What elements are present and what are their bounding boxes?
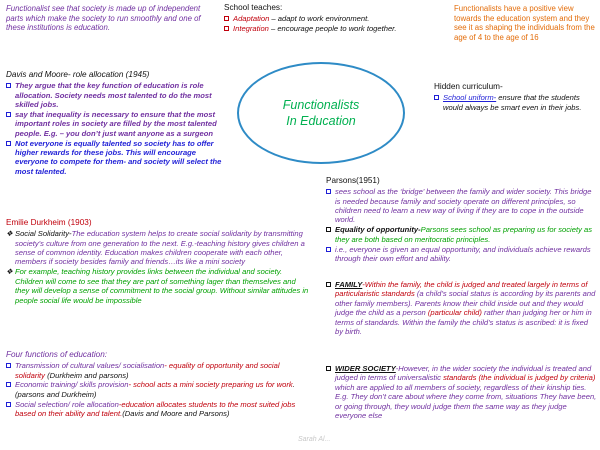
checkbox-bullet-icon (6, 382, 11, 387)
durkheim-block (6, 218, 310, 305)
checkbox-bullet-icon (326, 189, 331, 194)
definition: ensure that the students would always be smart even in their jobs. (443, 93, 582, 112)
list-item (434, 93, 596, 112)
checkbox-bullet-icon (6, 83, 11, 88)
star-bullet-icon: ❖ (6, 266, 13, 276)
central-title-line1: Functionalists (282, 97, 360, 112)
davis-moore-block (6, 70, 230, 177)
four-functions-block (6, 350, 310, 419)
term: Social Solidarity- (15, 229, 72, 239)
checkbox-bullet-icon (6, 141, 11, 146)
durkheim-heading: Emilie Durkheim (1903) (6, 218, 92, 227)
list-item (224, 24, 438, 33)
checkbox-bullet-icon (6, 402, 11, 407)
list-item: Social selection/ role allocation-education allocates students to the most suited jobs based on their ability and talent.(Davis and Moore and Parsons) (6, 400, 310, 419)
checkbox-bullet-icon (326, 282, 331, 287)
definition: The education system helps to create social solidarity by transmitting society’s culture from one generation to the next. E.g.-teaching history gives children a sense of common identity. Education makes children cooperate with each other, members if society besides family and friends…its like a mini society (15, 229, 305, 267)
list-item: ❖ For example, teaching history provides links between the individual and society. Children will come to see that they are part of something lager than themselves and they will develop a sense of commitment to the social group. Without similar attitudes in people social life would be impossible (6, 266, 309, 305)
list-item: They argue that the key function of education is role allocation. Society needs most talented to do the most skilled jobs. (6, 81, 230, 109)
school-teaches-block (224, 3, 438, 34)
checkbox-bullet-icon (6, 112, 11, 117)
checkbox-bullet-icon (326, 227, 331, 232)
school-teaches-heading: School teaches: (224, 3, 283, 12)
term: Integration (233, 24, 269, 34)
central-title-line2: In Education (286, 114, 356, 128)
star-bullet-icon: ❖ (6, 228, 13, 238)
four-functions-heading: Four functions of education: (6, 350, 108, 359)
list-item: WIDER SOCIETY-However, in the wider society the individual is treated and judged in terms of universalistic standards (the individual is judged by criteria) which are applied to all members of society, regardless of their kinship ties. E.g. They don’t care about where they come from, situations They have been, or going through, they would judge them the same way as they judge everyone else (326, 364, 598, 420)
checkbox-bullet-icon (434, 95, 439, 100)
list-item: say that inequality is necessary to ensure that the most important roles in society are filled by the most talented people. E.g. – you don’t just want anyone as a surgeon (6, 110, 230, 138)
definition: – adapt to work environment. (269, 14, 370, 24)
definition: Parsons sees school as preparing us for society as they are both based on meritocratic principles. (335, 225, 593, 244)
checkbox-bullet-icon (326, 247, 331, 252)
parsons-heading: Parsons(1951) (326, 176, 380, 185)
term: School uniform- (443, 93, 497, 103)
hidden-curriculum-heading: Hidden curriculum- (434, 82, 503, 91)
parsons-block (326, 176, 598, 264)
definition: – encourage people to work together. (268, 24, 397, 34)
list-item (326, 225, 598, 244)
list-item: Not everyone is equally talented so society has to offer higher rewards for these jobs. This will encourage everyone to compete for them- and society will select the most talented. (6, 139, 230, 177)
intro-text: Functionalist see that society is made up of independent parts which make the society to run smoothly and one of these institutions is education. (6, 4, 201, 33)
checkbox-bullet-icon (6, 363, 11, 368)
wider-society-block (326, 364, 598, 421)
term: WIDER SOCIETY (335, 364, 396, 373)
list-item (6, 229, 310, 267)
checkbox-bullet-icon (224, 26, 229, 31)
list-item: Economic training/ skills provision- school acts a mini society preparing us for work. (parsons and Durkheim) (6, 380, 310, 399)
term: Equality of opportunity- (335, 225, 421, 235)
term: FAMILY (335, 280, 363, 289)
list-item: FAMILY-Within the family, the child is judged and treated largely in terms of particularistic standards (a child’s social status is according by its parents and other family members). Parents know their child inside out and they would judge the child as a person (particular child) rather than judging her or him in terms of standards. Within the family the child’s status is ascribed: it is fixed by birth. (326, 280, 598, 336)
list-item: i.e., everyone is given an equal opportunity, and individuals achieve rewards through their own effort and ability. (326, 245, 598, 264)
positive-view-text: Functionalists have a positive view towards the education system and they see it as shaping the individuals from the age of 4 to the age of 16 (454, 4, 595, 42)
hidden-curriculum-block (434, 82, 596, 112)
davis-moore-heading: Davis and Moore- role allocation (1945) (6, 70, 150, 79)
watermark-text: Sarah Al... (298, 436, 331, 443)
checkbox-bullet-icon (326, 366, 331, 371)
central-topic-ellipse (237, 62, 405, 164)
list-item (224, 14, 438, 23)
checkbox-bullet-icon (224, 16, 229, 21)
list-item: Transmission of cultural values/ socialisation- equality of opportunity and social solidarity (Durkheim and parsons) (6, 361, 310, 380)
family-block (326, 280, 598, 337)
list-item: sees school as the ‘bridge’ between the family and wider society. This bridge is needed because family and society operate on different principles, so children need to learn a new way of living if they are to cope in the outside world. (326, 187, 598, 225)
term: Adaptation (233, 14, 270, 24)
